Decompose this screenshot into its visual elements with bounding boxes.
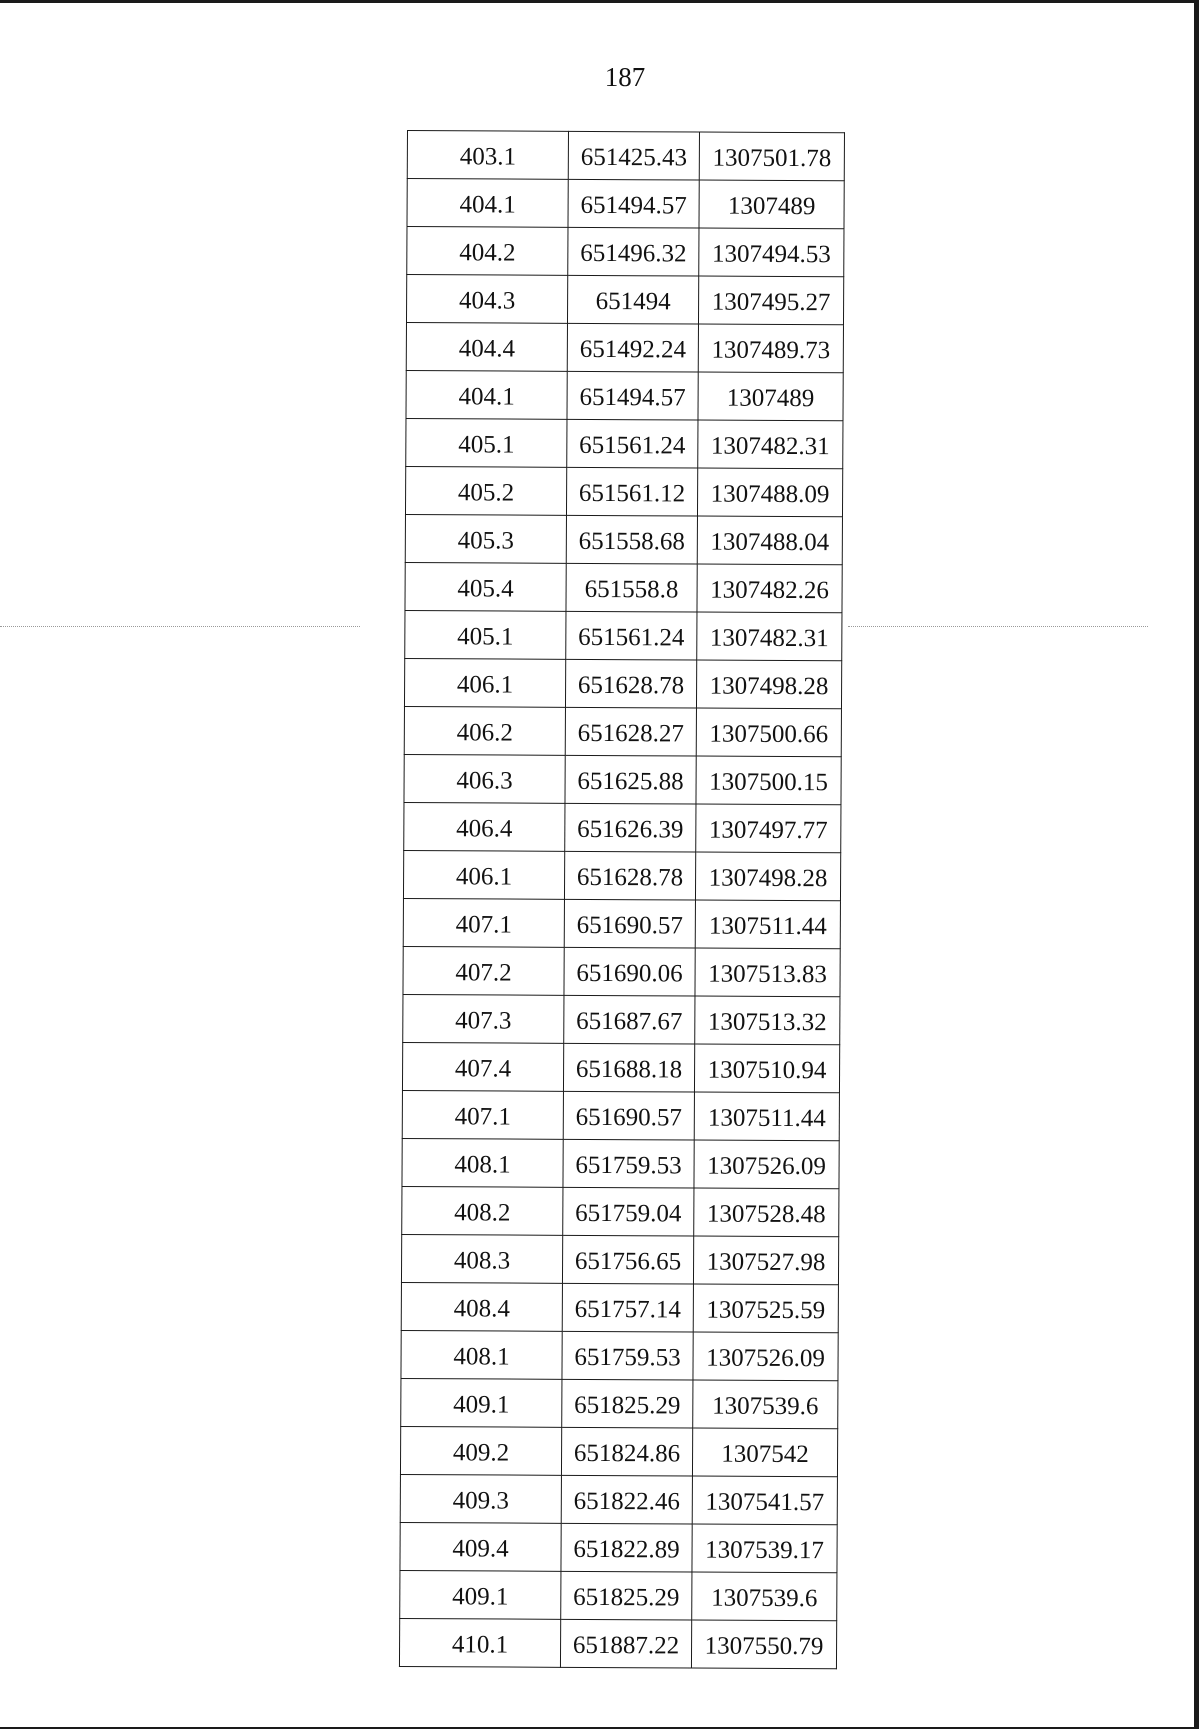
x-coordinate-cell: 651626.39 (565, 803, 696, 852)
point-id-cell: 406.1 (403, 850, 564, 899)
table-row (405, 562, 842, 612)
table-row (403, 994, 840, 1044)
x-coordinate-cell: 651688.18 (563, 1043, 694, 1092)
y-coordinate-cell: 1307488.04 (697, 516, 842, 565)
point-id-cell: 403.1 (407, 131, 568, 180)
y-coordinate-cell: 1307527.98 (693, 1236, 838, 1285)
table-row (400, 1570, 837, 1620)
table-row (405, 610, 842, 660)
y-coordinate-cell: 1307525.59 (693, 1284, 838, 1333)
point-id-cell: 407.1 (402, 1090, 563, 1139)
point-id-cell: 408.1 (401, 1330, 562, 1379)
x-coordinate-cell: 651690.57 (563, 1091, 694, 1140)
table-row (404, 658, 841, 708)
y-coordinate-cell: 1307539.6 (693, 1380, 838, 1429)
x-coordinate-cell: 651825.29 (562, 1379, 693, 1428)
y-coordinate-cell: 1307526.09 (693, 1332, 838, 1381)
y-coordinate-cell: 1307482.31 (697, 612, 842, 661)
point-id-cell: 404.1 (407, 179, 568, 228)
table-row (403, 946, 840, 996)
table-row (400, 1426, 837, 1476)
point-id-cell: 406.3 (404, 754, 565, 803)
coordinates-table-body (399, 131, 844, 1669)
table-row (403, 850, 840, 900)
table-row (401, 1330, 838, 1380)
point-id-cell: 404.4 (406, 322, 567, 371)
point-id-cell: 405.3 (405, 514, 566, 563)
x-coordinate-cell: 651628.27 (565, 707, 696, 756)
table-row (400, 1474, 837, 1524)
x-coordinate-cell: 651425.43 (568, 131, 699, 180)
y-coordinate-cell: 1307489 (698, 372, 843, 421)
point-id-cell: 408.3 (401, 1234, 562, 1283)
table-row (401, 1378, 838, 1428)
y-coordinate-cell: 1307489 (699, 180, 844, 229)
y-coordinate-cell: 1307482.31 (698, 420, 843, 469)
y-coordinate-cell: 1307495.27 (698, 276, 843, 325)
y-coordinate-cell: 1307528.48 (694, 1188, 839, 1237)
table-row (407, 131, 844, 181)
table-row (405, 514, 842, 564)
x-coordinate-cell: 651690.06 (564, 947, 695, 996)
point-id-cell: 408.2 (402, 1186, 563, 1235)
point-id-cell: 409.3 (400, 1474, 561, 1523)
x-coordinate-cell: 651759.53 (562, 1331, 693, 1380)
y-coordinate-cell: 1307500.66 (696, 708, 841, 757)
point-id-cell: 408.1 (402, 1138, 563, 1187)
x-coordinate-cell: 651558.8 (566, 563, 697, 612)
point-id-cell: 405.2 (405, 466, 566, 515)
x-coordinate-cell: 651628.78 (564, 851, 695, 900)
y-coordinate-cell: 1307494.53 (699, 228, 844, 277)
table-row (400, 1522, 837, 1572)
table-row (402, 1090, 839, 1140)
table-row (407, 227, 844, 277)
y-coordinate-cell: 1307488.09 (697, 468, 842, 517)
table-row (407, 179, 844, 229)
point-id-cell: 407.1 (403, 898, 564, 947)
point-id-cell: 404.3 (406, 275, 567, 324)
y-coordinate-cell: 1307501.78 (699, 132, 844, 181)
table-row (401, 1234, 838, 1284)
x-coordinate-cell: 651561.24 (567, 419, 698, 468)
point-id-cell: 404.2 (407, 227, 568, 276)
y-coordinate-cell: 1307513.32 (695, 996, 840, 1045)
x-coordinate-cell: 651558.68 (566, 515, 697, 564)
x-coordinate-cell: 651494.57 (568, 179, 699, 228)
table-row (406, 275, 843, 325)
point-id-cell: 408.4 (401, 1282, 562, 1331)
x-coordinate-cell: 651687.67 (564, 995, 695, 1044)
y-coordinate-cell: 1307513.83 (695, 948, 840, 997)
point-id-cell: 406.4 (404, 802, 565, 851)
x-coordinate-cell: 651628.78 (565, 659, 696, 708)
table-row (402, 1186, 839, 1236)
table-row (406, 370, 843, 420)
point-id-cell: 405.1 (406, 418, 567, 467)
table-row (404, 706, 841, 756)
point-id-cell: 404.1 (406, 370, 567, 419)
y-coordinate-cell: 1307511.44 (695, 900, 840, 949)
x-coordinate-cell: 651759.53 (563, 1139, 694, 1188)
x-coordinate-cell: 651756.65 (562, 1235, 693, 1284)
point-id-cell: 409.1 (400, 1570, 561, 1619)
x-coordinate-cell: 651561.24 (566, 611, 697, 660)
x-coordinate-cell: 651887.22 (560, 1619, 691, 1668)
y-coordinate-cell: 1307550.79 (691, 1620, 836, 1669)
point-id-cell: 409.2 (400, 1426, 561, 1475)
y-coordinate-cell: 1307539.17 (692, 1524, 837, 1573)
table-row (404, 754, 841, 804)
x-coordinate-cell: 651561.12 (566, 467, 697, 516)
point-id-cell: 407.2 (403, 946, 564, 995)
point-id-cell: 406.1 (404, 658, 565, 707)
point-id-cell: 405.4 (405, 562, 566, 611)
x-coordinate-cell: 651625.88 (565, 755, 696, 804)
x-coordinate-cell: 651822.89 (561, 1523, 692, 1572)
point-id-cell: 410.1 (399, 1618, 560, 1667)
table-row (406, 418, 843, 468)
scan-noise-right (848, 626, 1148, 627)
y-coordinate-cell: 1307498.28 (696, 660, 841, 709)
table-row (401, 1282, 838, 1332)
y-coordinate-cell: 1307489.73 (698, 324, 843, 373)
table-row (403, 898, 840, 948)
x-coordinate-cell: 651757.14 (562, 1283, 693, 1332)
x-coordinate-cell: 651492.24 (567, 323, 698, 372)
x-coordinate-cell: 651494 (567, 275, 698, 324)
y-coordinate-cell: 1307539.6 (692, 1572, 837, 1621)
table-row (402, 1042, 839, 1092)
point-id-cell: 407.3 (403, 994, 564, 1043)
y-coordinate-cell: 1307497.77 (696, 804, 841, 853)
y-coordinate-cell: 1307526.09 (694, 1140, 839, 1189)
page-number: 187 (604, 62, 646, 92)
y-coordinate-cell: 1307498.28 (695, 852, 840, 901)
y-coordinate-cell: 1307482.26 (697, 564, 842, 613)
point-id-cell: 407.4 (402, 1042, 563, 1091)
y-coordinate-cell: 1307510.94 (694, 1044, 839, 1093)
y-coordinate-cell: 1307541.57 (692, 1476, 837, 1525)
y-coordinate-cell: 1307500.15 (696, 756, 841, 805)
point-id-cell: 405.1 (405, 610, 566, 659)
x-coordinate-cell: 651690.57 (564, 899, 695, 948)
x-coordinate-cell: 651824.86 (561, 1427, 692, 1476)
table-row (402, 1138, 839, 1188)
y-coordinate-cell: 1307542 (692, 1428, 837, 1477)
table-row (406, 322, 843, 372)
table-row (399, 1618, 836, 1668)
y-coordinate-cell: 1307511.44 (694, 1092, 839, 1141)
table-row (405, 466, 842, 516)
x-coordinate-cell: 651496.32 (568, 227, 699, 276)
x-coordinate-cell: 651825.29 (561, 1571, 692, 1620)
scan-noise-left (0, 626, 360, 627)
x-coordinate-cell: 651822.46 (561, 1475, 692, 1524)
coordinates-table (399, 130, 845, 1669)
point-id-cell: 406.2 (404, 706, 565, 755)
point-id-cell: 409.1 (401, 1378, 562, 1427)
table-row (404, 802, 841, 852)
point-id-cell: 409.4 (400, 1522, 561, 1571)
x-coordinate-cell: 651759.04 (563, 1187, 694, 1236)
x-coordinate-cell: 651494.57 (567, 371, 698, 420)
